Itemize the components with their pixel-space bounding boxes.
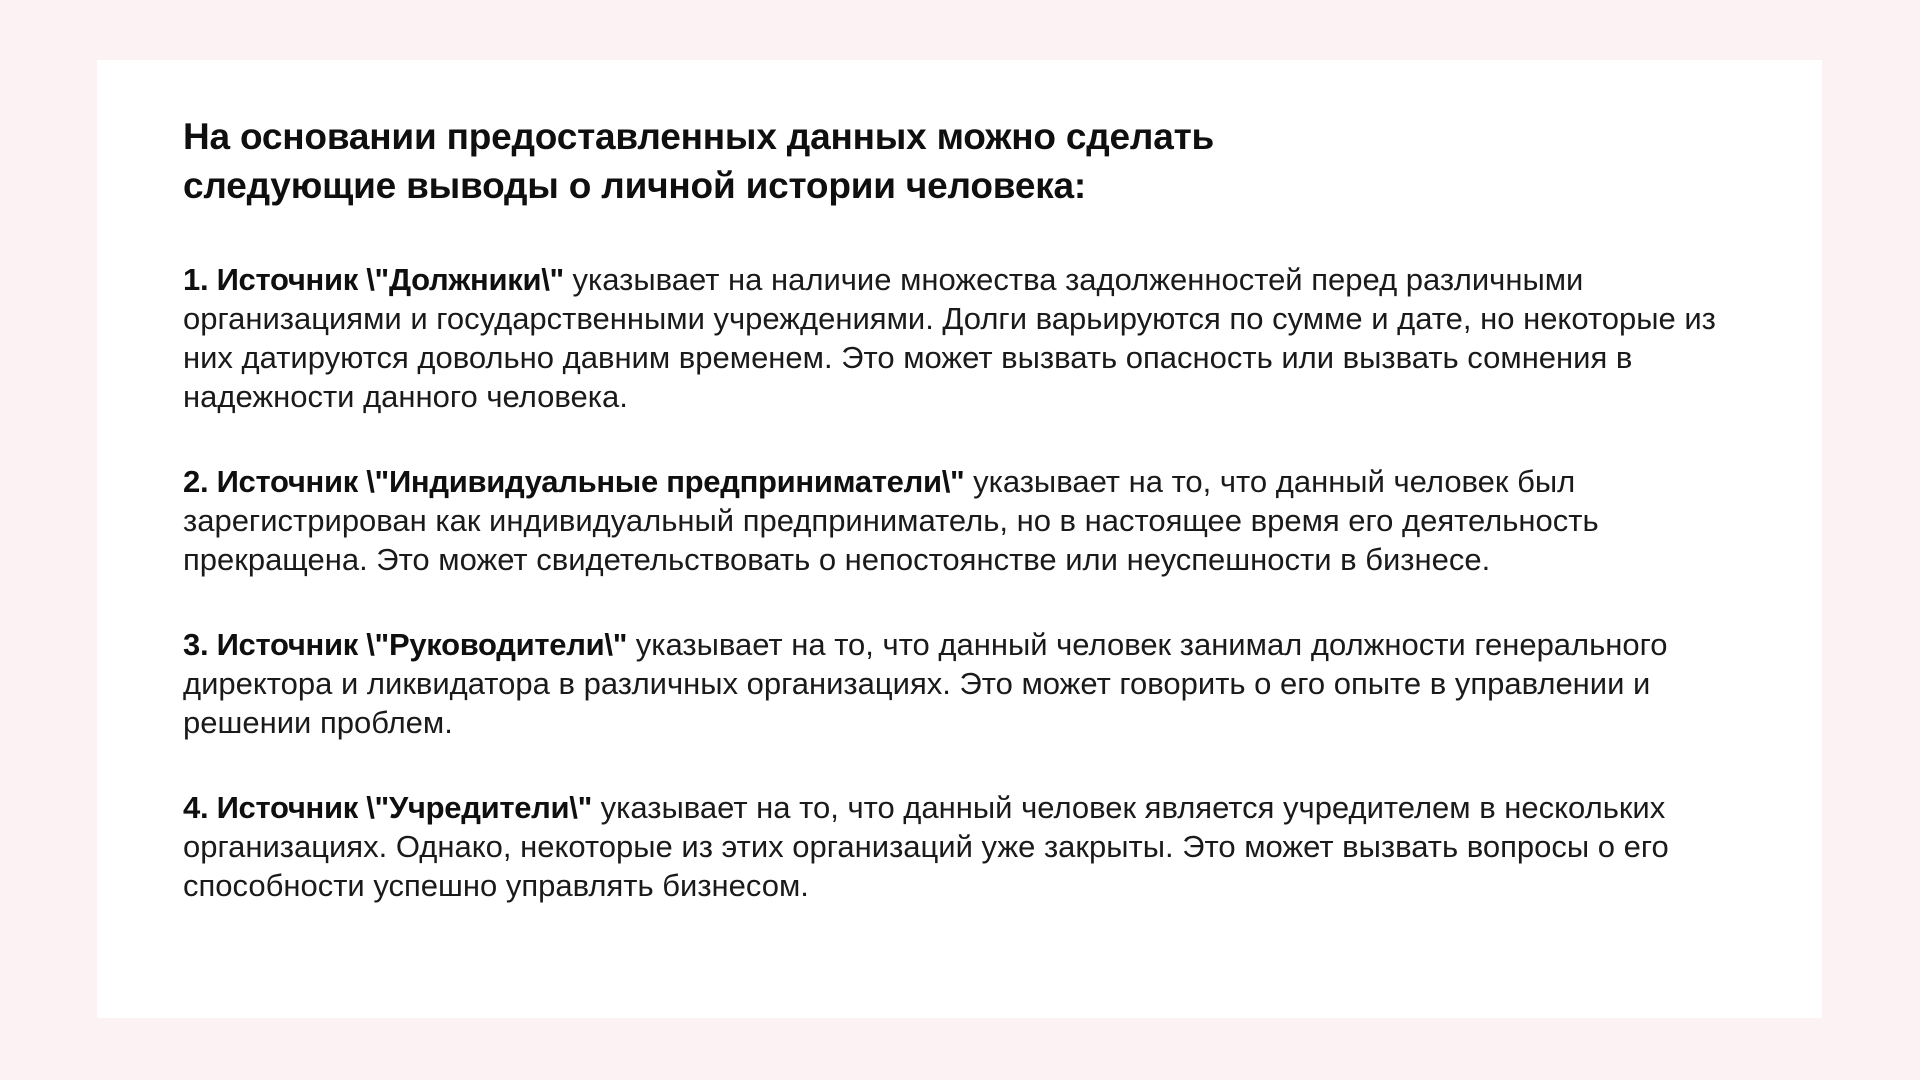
item-lead: 1. Источник \"Должники\"	[183, 262, 564, 297]
list-item	[183, 462, 1736, 579]
list-item	[183, 260, 1736, 416]
page-title: На основании предоставленных данных можно сделать следующие выводы о личной истории человека:	[183, 116, 1215, 206]
item-lead: 4. Источник \"Учредители\"	[183, 790, 593, 825]
item-lead: 3. Источник \"Руководители\"	[183, 627, 628, 662]
item-text: указывает на то, что данный человек занимал должности генерального директора и ликвидатора в различных организациях. Это может говорить о его опыте в управлении и решении проблем.	[183, 627, 1668, 740]
list-item	[183, 788, 1736, 905]
content-card	[97, 60, 1822, 1018]
list-item	[183, 625, 1736, 742]
conclusions-list	[183, 260, 1736, 905]
item-text: указывает на то, что данный человек является учредителем в нескольких организациях. Однако, некоторые из этих организаций уже закрыты. Это может вызвать вопросы о его способности успешно управлять бизнесом.	[183, 790, 1669, 903]
item-lead: 2. Источник \"Индивидуальные предприниматели\"	[183, 464, 965, 499]
item-text: указывает на то, что данный человек был зарегистрирован как индивидуальный предприниматель, но в настоящее время его деятельность прекращена. Это может свидетельствовать о непостоянстве или неуспешности в бизнесе.	[183, 464, 1599, 577]
item-text: указывает на наличие множества задолженностей перед различными организациями и государственными учреждениями. Долги варьируются по сумме и дате, но некоторые из них датируются довольно давним временем. Это может вызвать опасность или вызвать сомнения в надежности данного человека.	[183, 262, 1716, 414]
